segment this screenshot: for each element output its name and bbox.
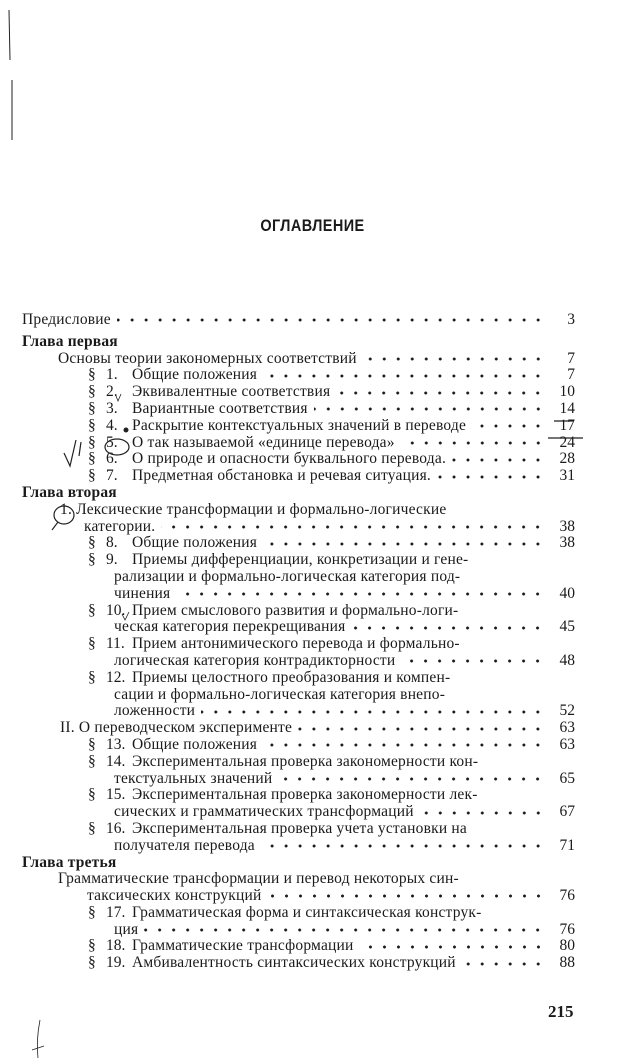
- entry-title: Прием смыслового развития и формально-логи-: [132, 601, 459, 619]
- toc-line: [22, 351, 575, 368]
- page-ref: 65: [559, 769, 575, 787]
- page-ref: 28: [559, 450, 575, 468]
- section-number: 17.: [106, 903, 126, 921]
- section-sign: §: [88, 450, 96, 468]
- entry-title: Раскрытие контекстуальных значений в переводе: [132, 416, 467, 434]
- toc-entry: [22, 938, 575, 955]
- entry-title: Предисловие: [22, 311, 111, 328]
- chapter-heading: Глава вторая: [22, 483, 117, 501]
- toc-line: [22, 603, 575, 620]
- entry-title: Приемы целостного преобразования и компен-: [132, 668, 451, 686]
- dot-leader: [401, 659, 545, 663]
- toc-entry: [22, 636, 575, 670]
- page-ref: 38: [559, 517, 575, 535]
- section-sign: §: [88, 366, 96, 384]
- dot-leader: [278, 777, 545, 781]
- entry-title: Предметная обстановка и речевая ситуация.: [132, 467, 431, 485]
- section-sign: §: [88, 786, 96, 804]
- toc-line: [22, 569, 575, 586]
- dot-leader: [298, 727, 545, 731]
- entry-title: чинения: [114, 584, 171, 602]
- toc-entry: [22, 351, 575, 368]
- toc-line: [22, 787, 575, 804]
- toc-line: [22, 535, 575, 552]
- toc-line: [22, 435, 575, 452]
- page-ref: 24: [559, 433, 575, 451]
- dot-leader: [420, 811, 545, 815]
- toc-entry: [22, 384, 575, 401]
- toc-line: [22, 636, 575, 653]
- toc-line: [22, 703, 575, 720]
- dot-leader: [437, 475, 545, 479]
- page-title: ОГЛАВЛЕНИЕ: [260, 216, 365, 235]
- page-ref: 14: [559, 399, 575, 417]
- section-sign: §: [88, 399, 96, 417]
- toc-entry: [22, 312, 575, 329]
- page-number: 215: [548, 1002, 574, 1021]
- toc-line: [22, 519, 575, 536]
- toc-line: [22, 737, 575, 754]
- page-ref: 80: [559, 937, 575, 955]
- toc-line: [22, 334, 575, 351]
- section-sign: §: [88, 534, 96, 552]
- page-ref: 48: [559, 651, 575, 669]
- entry-title: ция: [114, 920, 139, 938]
- toc-entry: [22, 670, 575, 720]
- toc-line: [22, 888, 575, 905]
- dot-leader: [268, 894, 546, 898]
- entry-title: рализации и формально-логическая категория под-: [114, 567, 461, 585]
- toc-line: [22, 384, 575, 401]
- section-number: 7.: [106, 467, 118, 485]
- toc-line: [22, 838, 575, 855]
- toc-entry: [22, 485, 575, 502]
- toc-line: [22, 855, 575, 872]
- table-of-contents: [22, 312, 575, 972]
- toc-entry: [22, 451, 575, 468]
- section-number: 6.: [106, 450, 118, 468]
- toc-line: [22, 552, 575, 569]
- section-number: 1.: [106, 366, 118, 384]
- entry-title: Общие положения: [132, 366, 258, 384]
- toc-line: [22, 821, 575, 838]
- page-ref: 63: [559, 735, 575, 753]
- section-number: 14.: [106, 752, 126, 770]
- section-sign: §: [88, 467, 96, 485]
- dot-leader: [360, 945, 545, 949]
- page-ref: 76: [559, 887, 575, 905]
- toc-entry: [22, 367, 575, 384]
- toc-entry: [22, 955, 575, 972]
- toc-line: [22, 468, 575, 485]
- dot-leader: [176, 592, 545, 596]
- dot-leader: [263, 374, 545, 378]
- section-sign: §: [88, 551, 96, 569]
- dot-leader: [263, 542, 545, 546]
- entry-title: Эквивалентные соответствия: [132, 383, 331, 401]
- entry-title: Экспериментальная проверка закономерности лек-: [132, 786, 478, 804]
- entry-title: О природе и опасности буквального перевода.: [132, 450, 447, 468]
- page-ref: 40: [559, 584, 575, 602]
- toc-line: [22, 955, 575, 972]
- section-sign: §: [88, 735, 96, 753]
- toc-line: [22, 312, 575, 329]
- section-sign: §: [88, 383, 96, 401]
- page-ref: 45: [559, 618, 575, 636]
- entry-title: сических и грамматических трансформаций: [114, 803, 414, 821]
- dot-leader: [144, 928, 545, 932]
- toc-line: [22, 754, 575, 771]
- toc-entry: [22, 435, 575, 452]
- section-number: 19.: [106, 954, 126, 972]
- toc-entry: [22, 401, 575, 418]
- entry-title: Общие положения: [132, 534, 258, 552]
- section-sign: §: [88, 752, 96, 770]
- entry-title: Грамматическая форма и синтаксическая конструк-: [132, 903, 482, 921]
- section-number: 13.: [106, 735, 126, 753]
- entry-title: категории.: [84, 517, 156, 535]
- margin-mark: [9, 10, 12, 140]
- page-ref: 52: [559, 702, 575, 720]
- section-number: 11.: [106, 635, 125, 653]
- toc-entry: [22, 871, 575, 905]
- page-ref: 67: [559, 803, 575, 821]
- page-ref: 3: [567, 311, 575, 328]
- dot-leader: [201, 710, 545, 714]
- toc-line: [22, 720, 575, 737]
- entry-title: Общие положения: [132, 735, 258, 753]
- entry-title: Грамматические трансформации и перевод некоторых син-: [58, 870, 459, 888]
- entry-title: текстуальных значений: [114, 769, 273, 787]
- chapter-heading: Глава третья: [22, 853, 117, 871]
- toc-entry: [22, 720, 575, 737]
- toc-entry: [22, 334, 575, 351]
- toc-line: [22, 653, 575, 670]
- section-number: 2.: [106, 383, 118, 401]
- toc-line: [22, 871, 575, 888]
- entry-title: Приемы дифференциации, конкретизации и гене-: [132, 551, 469, 569]
- toc-line: [22, 619, 575, 636]
- section-sign: §: [88, 635, 96, 653]
- page-ref: 71: [559, 836, 575, 854]
- section-sign: §: [88, 819, 96, 837]
- page-ref: 63: [559, 719, 575, 737]
- toc-line: [22, 367, 575, 384]
- toc-entry: [22, 787, 575, 821]
- section-number: 3.: [106, 399, 118, 417]
- toc-line: [22, 485, 575, 502]
- entry-title: Прием антонимического перевода и формально-: [132, 635, 460, 653]
- dot-leader: [314, 407, 545, 411]
- page-ref: 38: [559, 534, 575, 552]
- page-ref: 76: [559, 920, 575, 938]
- toc-entry: [22, 905, 575, 939]
- dot-leader: [263, 743, 545, 747]
- entry-title: ческая категория перекрещивания: [114, 618, 346, 636]
- entry-title: таксических конструкций: [87, 887, 262, 905]
- entry-title: 1. Лексические трансформации и формально-логические: [60, 500, 447, 518]
- section-number: 15.: [106, 786, 126, 804]
- toc-line: [22, 586, 575, 603]
- dot-leader: [462, 962, 545, 966]
- toc-entry: [22, 418, 575, 435]
- entry-title: Грамматические трансформации: [132, 937, 354, 955]
- entry-title: Экспериментальная проверка закономерности кон-: [132, 752, 479, 770]
- page-ref: 17: [559, 416, 575, 434]
- dot-leader: [261, 844, 545, 848]
- entry-title: Основы теории закономерных соответствий: [58, 349, 357, 367]
- entry-title: логическая категория контрадикторности: [114, 651, 396, 669]
- toc-line: [22, 938, 575, 955]
- dot-leader: [161, 525, 545, 529]
- page-ref: 7: [567, 366, 575, 384]
- toc-entry: [22, 552, 575, 602]
- dot-leader: [363, 357, 545, 361]
- chapter-heading: Глава первая: [22, 332, 118, 350]
- page-ref: 10: [559, 383, 575, 401]
- entry-title: О так называемой «единице перевода»: [132, 433, 395, 451]
- section-sign: §: [88, 601, 96, 619]
- dot-leader: [336, 391, 545, 395]
- toc-line: [22, 771, 575, 788]
- toc-line: [22, 905, 575, 922]
- section-number: 10.: [106, 601, 126, 619]
- section-number: 4.: [106, 416, 118, 434]
- entry-title: II. О переводческом эксперименте: [60, 719, 293, 737]
- dot-leader: [452, 458, 545, 462]
- toc-entry: [22, 502, 575, 536]
- toc-line: [22, 451, 575, 468]
- toc-entry: [22, 855, 575, 872]
- entry-title: сации и формально-логическая категория внепо-: [114, 685, 446, 703]
- dot-leader: [401, 441, 545, 445]
- toc-line: [22, 922, 575, 939]
- section-number: 16.: [106, 819, 126, 837]
- dot-leader: [351, 626, 545, 630]
- dot-leader: [472, 424, 545, 428]
- section-number: 9.: [106, 551, 118, 569]
- page-ref: 88: [559, 954, 575, 972]
- toc-entry: [22, 737, 575, 754]
- toc-entry: [22, 603, 575, 637]
- entry-title: Вариантные соответствия: [132, 399, 308, 417]
- section-sign: §: [88, 416, 96, 434]
- toc-entry: [22, 821, 575, 855]
- section-number: 12.: [106, 668, 126, 686]
- section-sign: §: [88, 937, 96, 955]
- entry-title: Экспериментальная проверка учета установки на: [132, 819, 467, 837]
- toc-line: [22, 401, 575, 418]
- dot-leader: [117, 318, 545, 322]
- toc-line: [22, 502, 575, 519]
- entry-title: получателя перевода: [114, 836, 255, 854]
- toc-entry: [22, 468, 575, 485]
- toc-entry: [22, 535, 575, 552]
- entry-title: Амбивалентность синтаксических конструкций: [132, 954, 456, 972]
- section-sign: §: [88, 668, 96, 686]
- toc-line: [22, 687, 575, 704]
- toc-line: [22, 670, 575, 687]
- toc-entry: [22, 754, 575, 788]
- toc-line: [22, 804, 575, 821]
- pen-stroke: [32, 1020, 44, 1058]
- section-sign: §: [88, 954, 96, 972]
- section-sign: §: [88, 433, 96, 451]
- toc-line: [22, 418, 575, 435]
- entry-title: ложенности: [114, 702, 196, 720]
- section-sign: §: [88, 903, 96, 921]
- section-number: 5.: [106, 433, 118, 451]
- section-number: 18.: [106, 937, 126, 955]
- section-number: 8.: [106, 534, 118, 552]
- page-ref: 7: [567, 349, 575, 367]
- page-ref: 31: [559, 467, 575, 485]
